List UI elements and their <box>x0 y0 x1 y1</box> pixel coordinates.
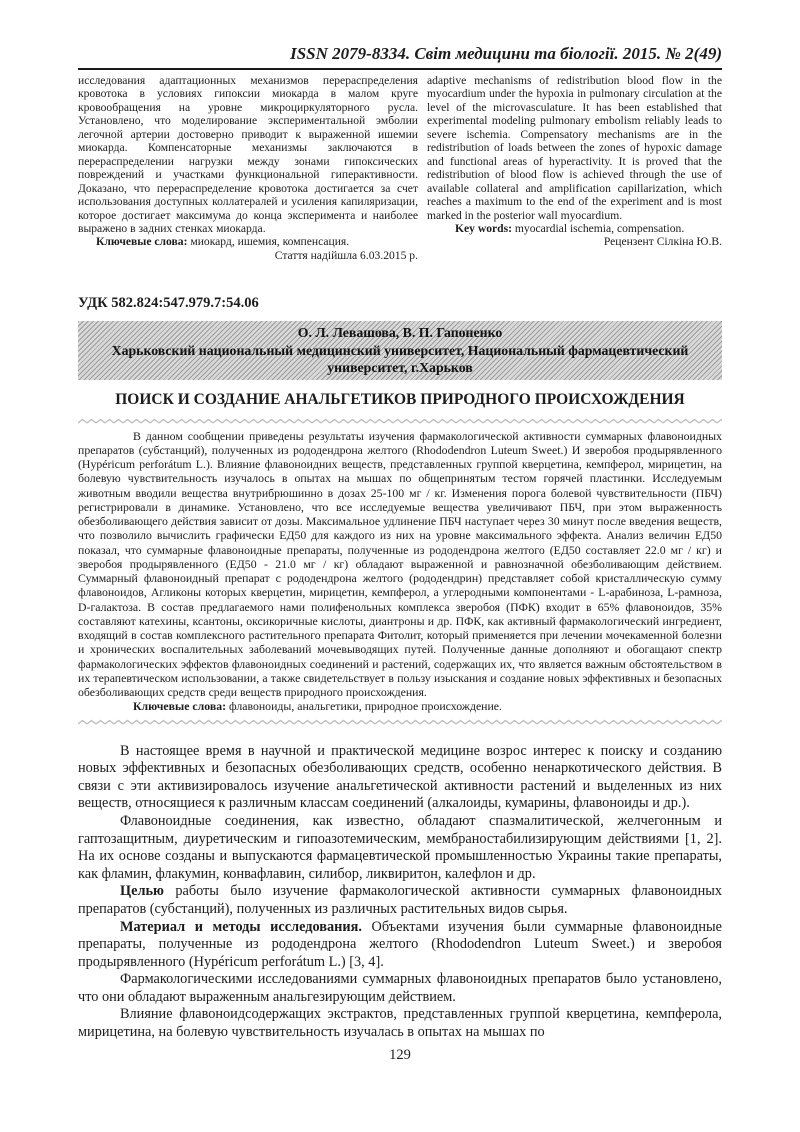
article-received-date: Стаття надійшла 6.03.2015 р. <box>274 248 418 262</box>
divider-zigzag-top <box>78 418 722 425</box>
abstract-russian-keywords <box>78 235 418 248</box>
keywords-label-ru: Ключевые слова: <box>96 235 188 249</box>
udc-code: УДК 582.824:547.979.7:54.06 <box>78 295 259 312</box>
paragraph-text: Фармакологическими исследованиями суммарных флавоноидных препаратов было установлено, что они обладают выраженным анальгезирующим действием. <box>78 971 722 1005</box>
article-title: ПОИСК И СОЗДАНИЕ АНАЛЬГЕТИКОВ ПРИРОДНОГО ПРОИСХОЖДЕНИЯ <box>115 390 685 408</box>
abstract-russian-text: исследования адаптационных механизмов перераспределения кровотока в условиях гипоксии миокарда в малом круге кровообращения на уровне микроциркуляторного русла. Установлено, что моделирование экспериментальной эмболии легочной артерии достоверно приводит к выраженной ишемии миокарда. Компенсаторные механизмы заключаются в перераспределении нагрузки между зонами гипоксических повреждений и участками функциональной гиперактивности. Доказано, что перераспределение кровотока достигается за счет использования доступных коллатералей и усиления капиляризации, которое достигает максимума до конца эксперимента и наиболее выражено в задних стенках миокарда. <box>78 74 418 235</box>
body-paragraph <box>78 813 722 883</box>
article-keywords-value: флавоноиды, анальгетики, природное происхождение. <box>226 699 502 714</box>
article-abstract-block <box>78 429 722 714</box>
body-paragraph <box>78 971 722 1006</box>
body-paragraph <box>78 1006 722 1041</box>
previous-article-abstracts <box>78 74 722 262</box>
article-body <box>78 743 722 1042</box>
paragraph-text: Объектами изучения были суммарные флавоноидные препараты, полученные из рододендрона желтого (Rhododendron Luteum Sweet.) и зверобоя продырявленного (Hypéricum perforátum L.) [3, 4]. <box>78 918 722 970</box>
article-abstract-keywords <box>78 699 722 713</box>
keywords-value-ru: миокард, ишемия, компенсация. <box>187 235 350 249</box>
paragraph-text: Флавоноидные соединения, как известно, обладают спазмалитической, желчегонным и гаптозащитным, диуретическим и гипоазотемическим, мембраностабилизирующим действиями [1, 2]. На их основе созданы и выпускаются фармацевтической промышленностью Украины такие препараты, как фламин, флакумин, конвафлавин, силибор, ликвиритон, калефлон и др. <box>78 812 722 882</box>
paragraph-lead: Целью <box>120 883 164 900</box>
journal-issn-title: ISSN 2079-8334. Світ медицини та біології. 2015. № 2(49) <box>290 44 722 63</box>
body-paragraph <box>78 743 722 813</box>
paragraph-text: Влияние флавоноидсодержащих экстрактов, представленных группой кверцетина, кемпферола, мирицетина, на болевую чувствительность изучалась в опытах на мышах по <box>78 1006 722 1041</box>
abstract-russian-column <box>78 74 418 262</box>
page-number: 129 <box>389 1046 411 1063</box>
affiliation-line: Харьковский национальный медицинский университет, Национальный фармацевтический университет, г.Харьков <box>111 342 689 376</box>
paragraph-lead: Материал и методы исследования. <box>120 918 362 935</box>
authors-line: О. Л. Левашова, В. П. Гапоненко <box>297 325 503 341</box>
journal-header-line <box>78 44 722 70</box>
abstract-english-keywords <box>427 222 722 235</box>
abstract-english-column <box>427 74 722 262</box>
keywords-label-en: Key words: <box>455 221 512 235</box>
authors-affiliation-box <box>78 321 722 379</box>
paragraph-text: работы было изучение фармакологической активности суммарных флавоноидных препаратов (субстанций), полученных из различных растительных видов сырья. <box>78 883 722 917</box>
body-paragraph <box>78 883 722 918</box>
article-keywords-label: Ключевые слова: <box>133 699 227 714</box>
paragraph-text: В настоящее время в научной и практической медицине возрос интерес к поиску и созданию новых эффективных и безопасных обезболивающих средств, особенно ненаркотического действия. В связи с эти активизировалось изучение анальгетической активности растений и выделенных из них веществ, относящиеся к различным классам соединений (алкалоиды, кумарины, флавоноиды и др.). <box>78 742 722 812</box>
article-reviewer: Рецензент Сілкіна Ю.В. <box>603 235 722 249</box>
body-paragraph <box>78 919 722 972</box>
keywords-value-en: myocardial ischemia, compensation. <box>512 221 685 235</box>
article-abstract-text: В данном сообщении приведены результаты изучения фармакологической активности суммарных флавоноидных препаратов (субстанций), полученных из рододендрона желтого (Rhododendron Luteum Sweet.) И зверобоя продырявленного (Hypéricum perforátum L.). Влияние флавоноидних веществ, представленных группой кверцетина, кемпферол, мирицетин, на болевую чувствительность изучалось в опытах на мышах по общепринятым тестом горячей пластинки. Исследуемым животным вводили вещества внутрибрюшинно в дозах 25-100 мг / кг. Изменения порога болевой чувствительности (ПБЧ) регистрировали в динамике. Установлено, что все исследуемые вещества увеличивают ПБЧ, при этом выраженность обезболивающего действия зависит от дозы. Максимальное удлинение ПБЧ наступает через 30 минут после введения веществ, что позволило вычислить графически ЕД50 для каждого из них на уровне максимального эффекта. Анализ величин ЕД50 показал, что суммарные флавоноидные препараты, полученные из рододендрона желтого (ЕД50 составляет 22.0 мг / кг) и зверобоя продырявленного (ЕД50 - 21.0 мг / кг) обладают выраженной и равнозначной обезболивающим действием. Суммарный флавоноидный препарат с рододендрона желтого (рододендрин) представляет собой кристаллическую сумму флавоноидов, Агликоны которых кверцетин, мирицетин, кемпферол, а углеродными компонентами - L-арабиноза, L-рамноза, D-галактоза. В состав предлагаемого нами полифенольных комплекса зверобоя (ПФК) входит в 65% флавоноидов, 35% составляют катехины, ксантоны, оксикоричные кислоты, диантроны и др. ПФК, как активный фармакологический ингредиент, входящий в состав комплексного растительного препарата Фитолит, который применяется при лечении мочекаменной болезни и хронических воспалительных заболеваний мочевыводящих путей. Полученные данные дополняют и обогащают спектр фармакологических эффектов флавоноидных соединений и растений, содержащих их, что является важным обстоятельством в их терапевтическом использовании, а также свидетельствует в пользу изыскания и создание новых эффективных и безопасных обезболивающих средств среди веществ природного происхождения. <box>78 428 722 700</box>
abstract-english-text: adaptive mechanisms of redistribution blood flow in the myocardium under the hypoxia in pulmonary circulation at the level of the microvasculature. It has been established that experimental modeling pulmonary embolism reliably leads to severe ischemia. Compensatory mechanisms are in the redistribution of loads between the zones of hypoxic damage and functional areas of hyperactivity. It is proved that the redistribution of blood flow is achieved through the use of available collateral and amplification capillarization, which reaches a maximum to the end of the experiment and is most marked in the posterior wall myocardium. <box>427 74 722 222</box>
divider-zigzag-bottom <box>78 719 722 726</box>
